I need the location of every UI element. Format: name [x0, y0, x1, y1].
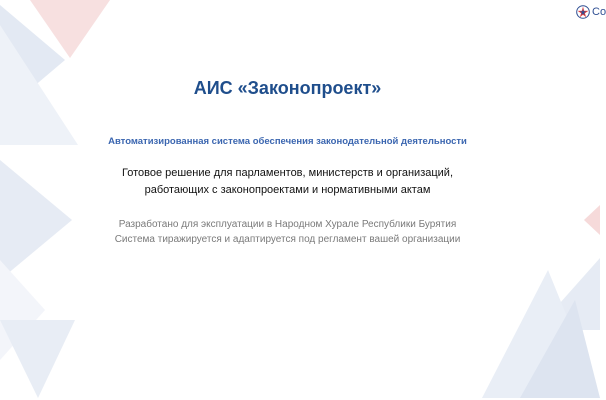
page-subtitle: Автоматизированная система обеспечения законодательной деятельности [108, 136, 467, 147]
brand-logo [576, 4, 606, 20]
logo-star-icon [576, 5, 590, 19]
brand-text: Co [592, 6, 606, 18]
note-line: Разработано для эксплуатации в Народном Хурале Республики Бурятия [118, 219, 457, 230]
lead-text [0, 165, 575, 199]
decor-triangle-left-bottom [0, 320, 75, 398]
note-line: Система тиражируется и адаптируется под регламент вашей организации [114, 234, 461, 245]
page-title: АИС «Законопроект» [193, 78, 382, 98]
lead-line: Готовое решение для парламентов, министерств и организаций, [121, 167, 454, 179]
decor-triangle-right-red [584, 205, 600, 235]
lead-line: работающих с законопроектами и нормативными актам [144, 184, 431, 196]
note-text [0, 217, 575, 247]
